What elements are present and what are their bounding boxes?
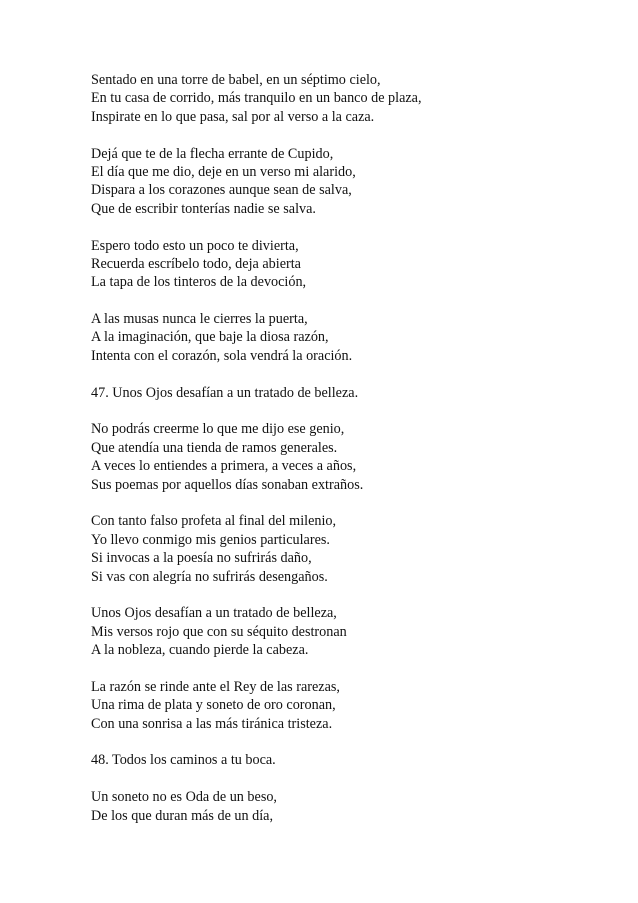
verse-line: Un soneto no es Oda de un beso,	[91, 789, 277, 806]
verse-line: Sentado en una torre de babel, en un séptimo cielo,	[91, 72, 381, 88]
poem-47-stanza-3	[91, 604, 611, 659]
poem-47-stanza-2	[91, 512, 611, 586]
verse-line: Una rima de plata y soneto de oro coronan,	[91, 697, 336, 714]
verse-line: A veces lo entiendes a primera, a veces a años,	[91, 458, 357, 475]
verse-line: Mis versos rojo que con su séquito destronan	[91, 623, 347, 640]
verse-line: A la imaginación, que baje la diosa razón,	[91, 329, 329, 346]
poem-47-stanza-1	[91, 420, 611, 494]
verse-line: Si invocas a la poesía no sufrirás daño,	[91, 550, 312, 567]
verse-line: Que de escribir tonterías nadie se salva.	[91, 200, 316, 217]
verse-line: No podrás creerme lo que me dijo ese genio,	[91, 421, 345, 438]
poem-intro-stanza-4	[91, 310, 611, 365]
verse-line: De los que duran más de un día,	[91, 807, 274, 824]
verse-line: Con una sonrisa a las más tiránica tristeza.	[91, 715, 333, 732]
verse-line: Sus poemas por aquellos días sonaban extraños.	[91, 476, 364, 493]
poem-intro-stanza-1	[91, 71, 611, 126]
verse-line: A la nobleza, cuando pierde la cabeza.	[91, 642, 309, 659]
verse-line: La razón se rinde ante el Rey de las rarezas,	[91, 678, 340, 695]
poem-intro-stanza-3	[91, 237, 611, 292]
verse-line: La tapa de los tinteros de la devoción,	[91, 274, 307, 291]
verse-line: Inspirate en lo que pasa, sal por al verso a la caza.	[91, 108, 375, 125]
verse-line: Intenta con el corazón, sola vendrá la oración.	[91, 347, 353, 364]
verse-line: Espero todo esto un poco te divierta,	[91, 237, 299, 254]
poem-47-stanza-4	[91, 678, 611, 733]
poem-47-title: 47. Unos Ojos desafían a un tratado de belleza.	[91, 384, 359, 401]
verse-line: Que atendía una tienda de ramos generales.	[91, 439, 338, 456]
poem-intro-stanza-2	[91, 145, 611, 219]
poem-48-stanza-1	[91, 788, 611, 825]
verse-line: Si vas con alegría no sufrirás desengaños.	[91, 568, 328, 585]
verse-line: El día que me dio, deje en un verso mi alarido,	[91, 163, 356, 180]
verse-line: Yo llevo conmigo mis genios particulares.	[91, 531, 330, 548]
verse-line: A las musas nunca le cierres la puerta,	[91, 311, 308, 328]
verse-line: Recuerda escríbelo todo, deja abierta	[91, 255, 301, 272]
poem-text-body	[91, 71, 611, 843]
verse-line: Con tanto falso profeta al final del milenio,	[91, 513, 337, 530]
verse-line: Dispara a los corazones aunque sean de salva,	[91, 182, 352, 199]
verse-line: Dejá que te de la flecha errante de Cupido,	[91, 145, 334, 162]
verse-line: En tu casa de corrido, más tranquilo en un banco de plaza,	[91, 90, 422, 107]
verse-line: Unos Ojos desafían a un tratado de belleza,	[91, 605, 337, 622]
poem-48-title: 48. Todos los caminos a tu boca.	[91, 752, 276, 769]
